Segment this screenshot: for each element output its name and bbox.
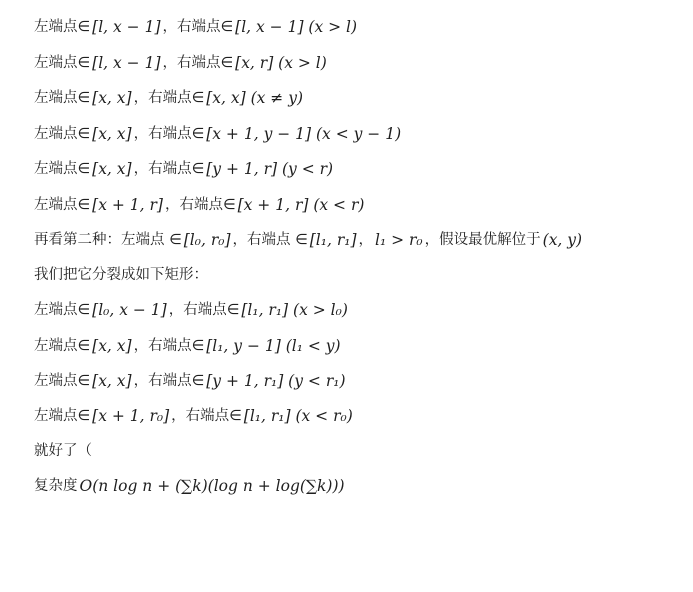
text-segment: ，右端点∈ xyxy=(162,55,234,71)
text-line xyxy=(34,51,329,75)
text-line xyxy=(34,334,343,358)
text-segment: 左端点∈ xyxy=(34,338,91,354)
text-line xyxy=(34,193,366,217)
math-expression: l₁ > r₀ xyxy=(375,231,423,249)
text-segment: 再看第二种：左端点 ∈ xyxy=(34,232,182,248)
math-expression: [y + 1, r] (y < r) xyxy=(206,160,334,178)
text-segment: ，右端点∈ xyxy=(168,302,240,318)
math-expression: [x, x] (x ≠ y) xyxy=(206,89,304,107)
math-expression: [x, x] xyxy=(92,337,132,355)
text-line xyxy=(34,439,92,463)
text-line xyxy=(34,263,208,287)
math-expression: [x, x] xyxy=(92,89,132,107)
text-segment: ，右端点∈ xyxy=(133,373,205,389)
math-expression: [l, x − 1] (x > l) xyxy=(235,18,358,36)
text-segment: ，右端点∈ xyxy=(162,19,234,35)
text-segment: ，右端点∈ xyxy=(133,338,205,354)
math-expression: [l₁, y − 1] (l₁ < y) xyxy=(206,337,341,355)
text-segment: 复杂度 xyxy=(34,478,78,494)
math-expression: (x, y) xyxy=(542,231,583,249)
text-line xyxy=(34,369,348,393)
text-line xyxy=(34,157,335,181)
math-expression: [x, x] xyxy=(92,160,132,178)
math-expression: [x + 1, y − 1] (x < y − 1) xyxy=(206,125,402,143)
text-segment: 左端点∈ xyxy=(34,19,91,35)
math-expression: [l₁, r₁] (x > l₀) xyxy=(241,301,348,319)
text-line xyxy=(34,404,355,428)
math-expression: [x, x] xyxy=(92,125,132,143)
text-line xyxy=(34,122,403,146)
text-segment: ， xyxy=(358,232,373,248)
math-expression: [y + 1, r₁] (y < r₁) xyxy=(206,372,346,390)
math-expression: [x, r] (x > l) xyxy=(235,54,327,72)
text-segment: 左端点∈ xyxy=(34,55,91,71)
text-segment: 左端点∈ xyxy=(34,161,91,177)
text-line xyxy=(34,15,359,39)
text-segment: 左端点∈ xyxy=(34,90,91,106)
math-expression: [l₁, r₁] xyxy=(309,231,357,249)
text-segment: ，右端点∈ xyxy=(133,126,205,142)
text-segment: 左端点∈ xyxy=(34,126,91,142)
math-expression: [l, x − 1] xyxy=(92,18,161,36)
math-expression: [x + 1, r₀] xyxy=(92,407,170,425)
math-expression: [l₁, r₁] (x < r₀) xyxy=(243,407,353,425)
text-segment: ，右端点 ∈ xyxy=(232,232,308,248)
math-expression: [l₀, r₀] xyxy=(183,231,231,249)
text-line xyxy=(34,228,584,252)
text-segment: ，右端点∈ xyxy=(133,90,205,106)
text-segment: 左端点∈ xyxy=(34,302,91,318)
text-segment: 左端点∈ xyxy=(34,373,91,389)
math-expression: O(n log n + (∑k)(log n + log(∑k))) xyxy=(79,477,345,495)
math-expression: [x, x] xyxy=(92,372,132,390)
text-line xyxy=(34,474,347,498)
text-line xyxy=(34,86,305,110)
text-segment: 我们把它分裂成如下矩形： xyxy=(34,267,208,283)
text-segment: ，右端点∈ xyxy=(133,161,205,177)
text-segment: ，右端点∈ xyxy=(164,197,236,213)
text-segment: 左端点∈ xyxy=(34,197,91,213)
math-expression: [x + 1, r] (x < r) xyxy=(237,196,365,214)
text-segment: ，右端点∈ xyxy=(171,408,242,424)
text-segment: 左端点∈ xyxy=(34,408,91,424)
text-line xyxy=(34,298,350,322)
math-expression: [x + 1, r] xyxy=(92,196,163,214)
math-expression: [l₀, x − 1] xyxy=(92,301,167,319)
math-expression: [l, x − 1] xyxy=(92,54,161,72)
text-segment: ，假设最优解位于 xyxy=(424,232,541,248)
text-segment: 就好了（ xyxy=(34,443,92,459)
